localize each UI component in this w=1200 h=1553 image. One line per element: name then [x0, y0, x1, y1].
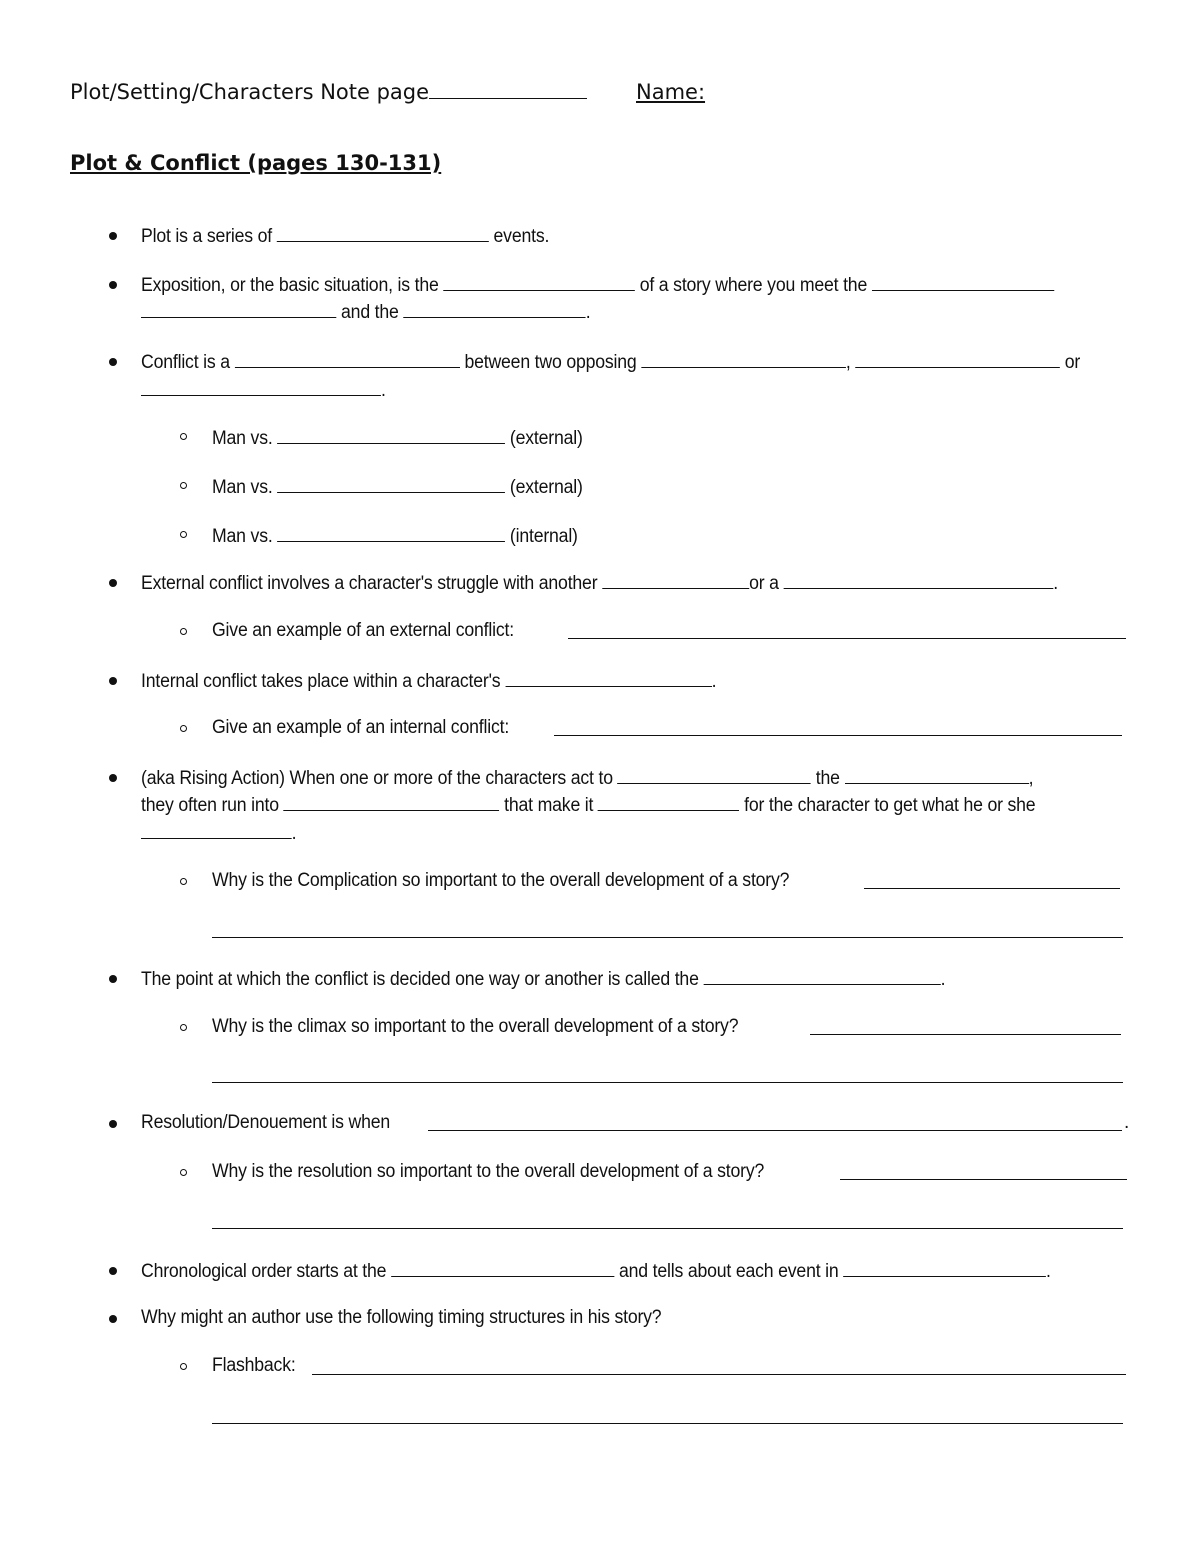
page-title-text: Plot/Setting/Characters Note page [70, 80, 430, 104]
list-item-exposition-cont [141, 299, 1200, 325]
climax-question: Why is the climax so important to the overall development of a story? [212, 1016, 739, 1037]
chrono-text-2: and tells about each event in [618, 1261, 839, 1282]
list-item-exposition [141, 272, 1200, 298]
list-item-complication-cont [141, 792, 1200, 818]
climax-text: The point at which the conflict is decided one way or another is called the [141, 969, 699, 990]
blank-plot[interactable] [277, 223, 489, 242]
blank-exposition-4[interactable] [403, 299, 585, 318]
list-item-conflict-cont [141, 377, 1200, 403]
chrono-period: . [1046, 1261, 1051, 1282]
list-item-plot [141, 223, 1200, 249]
blank-conflict-2[interactable] [641, 349, 846, 368]
blank-complication-4[interactable] [598, 792, 739, 811]
external-text: (external) [509, 477, 583, 498]
list-item-climax [141, 966, 1200, 992]
answer-line-int-example[interactable] [554, 735, 1122, 736]
complication-text-2: they often run into [141, 795, 279, 816]
bullet-dot-icon [109, 358, 117, 366]
list-item-int-conflict [141, 668, 1200, 694]
answer-line-climax-2[interactable] [212, 1082, 1123, 1083]
page-title [70, 79, 587, 105]
blank-conflict-1[interactable] [235, 349, 460, 368]
bullet-ring-icon [180, 531, 187, 538]
bullet-dot-icon [109, 579, 117, 587]
list-item-ext-conflict [141, 570, 1200, 596]
exposition-text-2: of a story where you meet the [639, 275, 868, 296]
flashback-label: Flashback: [212, 1355, 296, 1376]
answer-line-ext-example[interactable] [568, 638, 1126, 639]
blank-man-vs-1[interactable] [277, 425, 505, 444]
blank-chrono-2[interactable] [843, 1258, 1046, 1277]
answer-line-complication-2[interactable] [212, 937, 1123, 938]
conflict-text-2: between two opposing [464, 352, 637, 373]
complication-text: (aka Rising Action) When one or more of the characters act to [141, 768, 613, 789]
bullet-ring-icon [180, 1024, 187, 1031]
resolution-text: Resolution/Denouement is when [141, 1112, 391, 1133]
blank-complication-3[interactable] [284, 792, 500, 811]
blank-conflict-3[interactable] [855, 349, 1060, 368]
timing-question: Why might an author use the following timing structures in his story? [141, 1307, 662, 1328]
internal-text: (internal) [509, 526, 578, 547]
bullet-dot-icon [109, 281, 117, 289]
resolution-question: Why is the resolution so important to the overall development of a story? [212, 1161, 765, 1182]
int-example-prompt: Give an example of an internal conflict: [212, 717, 510, 738]
bullet-ring-icon [180, 1169, 187, 1176]
resolution-period: . [1124, 1112, 1130, 1133]
blank-ext-conflict-1[interactable] [602, 570, 749, 589]
complication-the: the [815, 768, 840, 789]
bullet-ring-icon [180, 878, 187, 885]
title-underline [429, 79, 587, 99]
blank-exposition-1[interactable] [443, 272, 635, 291]
answer-line-complication-1[interactable] [864, 888, 1120, 889]
conflict-comma: , [845, 352, 851, 373]
answer-line-flashback-2[interactable] [212, 1423, 1123, 1424]
answer-line-resolution[interactable] [428, 1130, 1122, 1131]
climax-period: . [940, 969, 946, 990]
ext-conflict-text: External conflict involves a character's struggle with another [141, 573, 598, 594]
answer-line-climax-1[interactable] [810, 1034, 1121, 1035]
man-vs-text: Man vs. [212, 526, 273, 547]
conflict-text: Conflict is a [141, 352, 230, 373]
bullet-dot-icon [109, 232, 117, 240]
bullet-dot-icon [109, 1315, 117, 1323]
complication-comma: , [1028, 768, 1034, 789]
list-item-complication [141, 765, 1200, 791]
exposition-text: Exposition, or the basic situation, is the [141, 275, 439, 296]
list-item-chrono [141, 1258, 1200, 1284]
blank-chrono-1[interactable] [391, 1258, 614, 1277]
bullet-dot-icon [109, 975, 117, 983]
list-item-man-vs-2 [212, 474, 1200, 500]
external-text: (external) [509, 428, 583, 449]
list-item-man-vs-3 [212, 523, 1200, 549]
bullet-dot-icon [109, 1267, 117, 1275]
blank-exposition-2[interactable] [872, 272, 1054, 291]
blank-conflict-4[interactable] [141, 377, 381, 396]
ext-conflict-period: . [1053, 573, 1058, 594]
ext-example-prompt: Give an example of an external conflict: [212, 620, 514, 641]
name-label: Name: [636, 80, 706, 104]
exposition-period: . [585, 302, 591, 323]
list-item-conflict [141, 349, 1200, 375]
complication-period: . [291, 823, 297, 844]
plot-text-end: events. [493, 226, 550, 247]
ext-conflict-text-2: or a [749, 573, 779, 594]
conflict-period: . [380, 380, 386, 401]
bullet-ring-icon [180, 628, 187, 635]
complication-text-3: that make it [504, 795, 594, 816]
bullet-dot-icon [109, 1120, 117, 1128]
chrono-text: Chronological order starts at the [141, 1261, 387, 1282]
answer-line-flashback-1[interactable] [312, 1374, 1126, 1375]
blank-complication-5[interactable] [141, 820, 292, 839]
list-item-man-vs-1 [212, 425, 1200, 451]
bullet-ring-icon [180, 433, 187, 440]
bullet-dot-icon [109, 774, 117, 782]
man-vs-text: Man vs. [212, 477, 273, 498]
conflict-or: or [1064, 352, 1081, 373]
int-conflict-period: . [711, 671, 717, 692]
blank-int-conflict[interactable] [505, 668, 711, 687]
complication-question: Why is the Complication so important to the overall development of a story? [212, 870, 790, 891]
section-heading: Plot & Conflict (pages 130-131) [70, 151, 442, 175]
bullet-ring-icon [180, 725, 187, 732]
complication-text-4: for the character to get what he or she [744, 795, 1036, 816]
int-conflict-text: Internal conflict takes place within a character's [141, 671, 501, 692]
bullet-dot-icon [109, 677, 117, 685]
blank-man-vs-2[interactable] [277, 474, 505, 493]
blank-exposition-3[interactable] [141, 299, 336, 318]
man-vs-text: Man vs. [212, 428, 273, 449]
blank-man-vs-3[interactable] [277, 523, 505, 542]
bullet-ring-icon [180, 482, 187, 489]
answer-line-resolution-1[interactable] [840, 1179, 1127, 1180]
blank-complication-2[interactable] [845, 765, 1029, 784]
blank-climax[interactable] [703, 966, 940, 985]
answer-line-resolution-2[interactable] [212, 1228, 1123, 1229]
bullet-ring-icon [180, 1363, 187, 1370]
exposition-text-3: and the [341, 302, 399, 323]
list-item-complication-cont-2 [141, 820, 1200, 846]
blank-ext-conflict-2[interactable] [784, 570, 1054, 589]
blank-complication-1[interactable] [618, 765, 811, 784]
plot-text: Plot is a series of [141, 226, 273, 247]
